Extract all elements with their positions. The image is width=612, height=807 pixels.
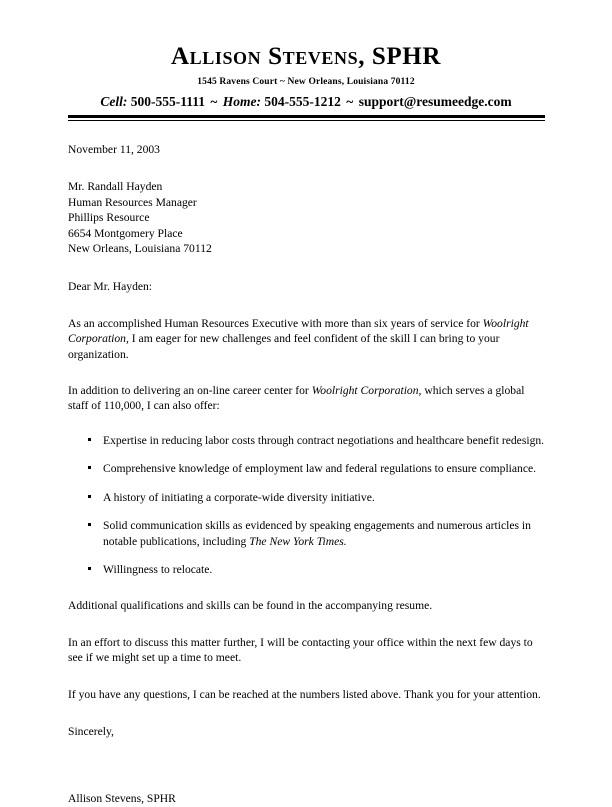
cell-number: 500-555-1111 — [130, 93, 206, 109]
recipient-name: Mr. Randall Hayden — [68, 180, 163, 194]
recipient-city-state-zip: New Orleans, Louisiana 70112 — [68, 242, 212, 256]
paragraph-3: Additional qualifications and skills can be found in the accompanying resume. — [68, 599, 433, 613]
paragraph-2-company-italic: Woolright Corporation, — [311, 384, 422, 398]
list-item-text: Comprehensive knowledge of employment law and federal regulations to ensure compliance. — [103, 462, 537, 476]
closing-salutation: Sincerely, — [68, 724, 114, 738]
divider-thin-rule — [68, 120, 545, 121]
list-item — [68, 461, 545, 476]
bullet-icon — [88, 466, 91, 469]
bullet-icon — [88, 523, 91, 526]
paragraph-1-text-a: As an accomplished Human Resources Executive with more than six years of service for — [68, 316, 483, 330]
home-label: Home: — [222, 93, 262, 109]
paragraph-4: In an effort to discuss this matter further, I will be contacting your office within the next few days to see if we might set up a time to meet. — [68, 635, 533, 665]
list-item — [68, 562, 545, 577]
bullet-icon — [88, 567, 91, 570]
qualifications-list — [68, 433, 545, 577]
list-item — [68, 433, 545, 448]
paragraph-5: If you have any questions, I can be reached at the numbers listed above. Thank you for your attention. — [68, 687, 541, 701]
list-item — [68, 518, 545, 549]
letter-date: November 11, 2003 — [68, 143, 160, 156]
paragraph-1 — [68, 316, 545, 362]
home-number: 504-555-1212 — [264, 93, 341, 109]
list-item-text: A history of initiating a corporate-wide diversity initiative. — [103, 490, 375, 504]
recipient-street: 6654 Montgomery Place — [68, 226, 183, 240]
letterhead-address: 1545 Ravens Court ~ New Orleans, Louisiana 70112 — [197, 77, 415, 88]
email-address: support@resumeedge.com — [358, 93, 512, 109]
list-item-publication-italic: The New York Times. — [249, 534, 347, 548]
letterhead — [0, 0, 612, 121]
letterhead-name: Allison Stevens, SPHR — [170, 43, 442, 70]
letterhead-divider — [68, 115, 545, 121]
letterhead-contact-line — [0, 95, 612, 110]
list-item-text-a: Solid communication skills as evidenced by speaking engagements and numerous articles in notable publications, including — [103, 519, 531, 548]
paragraph-1-company-italic: Woolright Corporation, — [68, 316, 529, 346]
list-item-text: Expertise in reducing labor costs through contract negotiations and healthcare benefit redesign. — [103, 433, 545, 447]
paragraph-2-text-b: which serves a global staff of 110,000, I can also offer: — [68, 384, 525, 413]
paragraph-2-text-a: In addition to delivering an on-line career center for — [68, 384, 312, 398]
contact-separator-1: ~ — [210, 93, 218, 109]
paragraph-2 — [68, 383, 545, 414]
salutation: Dear Mr. Hayden: — [68, 280, 153, 294]
paragraph-1-text-b: I am eager for new challenges and feel confident of the skill I can bring to your organization. — [68, 332, 500, 361]
contact-separator-2: ~ — [346, 93, 354, 109]
bullet-icon — [88, 495, 91, 498]
list-item-text: Willingness to relocate. — [103, 562, 213, 576]
recipient-title: Human Resources Manager — [68, 195, 197, 209]
recipient-company: Phillips Resource — [68, 211, 150, 225]
bullet-icon — [88, 438, 91, 441]
letter-body — [68, 142, 545, 807]
list-item — [68, 490, 545, 505]
recipient-address-block — [68, 179, 545, 256]
signature-name: Allison Stevens, SPHR — [68, 792, 176, 806]
cell-label: Cell: — [100, 93, 128, 109]
